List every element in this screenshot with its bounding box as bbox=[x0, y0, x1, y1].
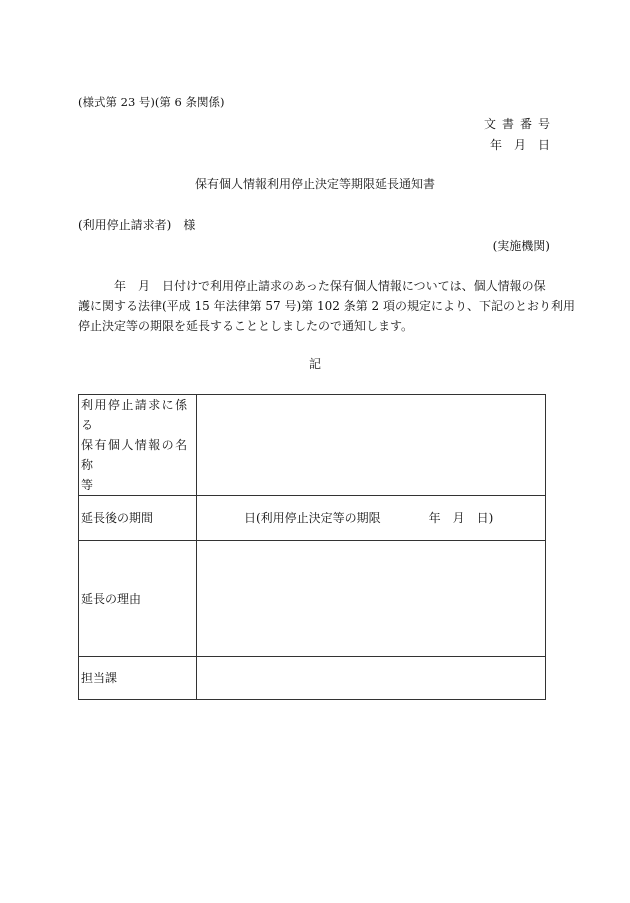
notice-body-line: 護に関する法律(平成 15 年法律第 57 号)第 102 条第 2 項の規定により、下記のとおり利用 bbox=[78, 299, 575, 313]
name-label-line: 利用停止請求に係る bbox=[81, 398, 189, 432]
section-value bbox=[197, 657, 546, 700]
date-line: 年 月 日 bbox=[489, 138, 550, 152]
table-row bbox=[79, 541, 546, 657]
section-label: 担当課 bbox=[79, 657, 197, 700]
table-row bbox=[79, 657, 546, 700]
notice-title: 保有個人情報利用停止決定等期限延長通知書 bbox=[194, 177, 435, 191]
document-number-label: 文書番号 bbox=[483, 117, 556, 131]
reason-label: 延長の理由 bbox=[79, 541, 197, 657]
notice-body bbox=[78, 276, 575, 336]
issuer-line: (実施機関) bbox=[492, 239, 550, 253]
form-number: (様式第 23 号)(第 6 条関係) bbox=[78, 95, 225, 109]
table-row bbox=[79, 496, 546, 541]
period-value: 日(利用停止決定等の期限 年 月 日) bbox=[244, 511, 494, 525]
ki-heading: 記 bbox=[308, 357, 321, 371]
name-label-line: 保有個人情報の名称 bbox=[81, 438, 189, 472]
details-table bbox=[78, 394, 546, 700]
notice-body-line: 年 月 日付けで利用停止請求のあった保有個人情報については、個人情報の保 bbox=[78, 279, 546, 293]
recipient-line: (利用停止請求者) 様 bbox=[78, 218, 196, 232]
name-value bbox=[197, 395, 546, 496]
notice-body-line: 停止決定等の期限を延長することとしましたので通知します。 bbox=[78, 319, 414, 333]
reason-value bbox=[197, 541, 546, 657]
period-value-cell bbox=[197, 496, 546, 541]
name-label-line: 等 bbox=[81, 478, 95, 492]
table-row bbox=[79, 395, 546, 496]
name-label bbox=[79, 395, 197, 496]
period-label: 延長後の期間 bbox=[79, 496, 197, 541]
